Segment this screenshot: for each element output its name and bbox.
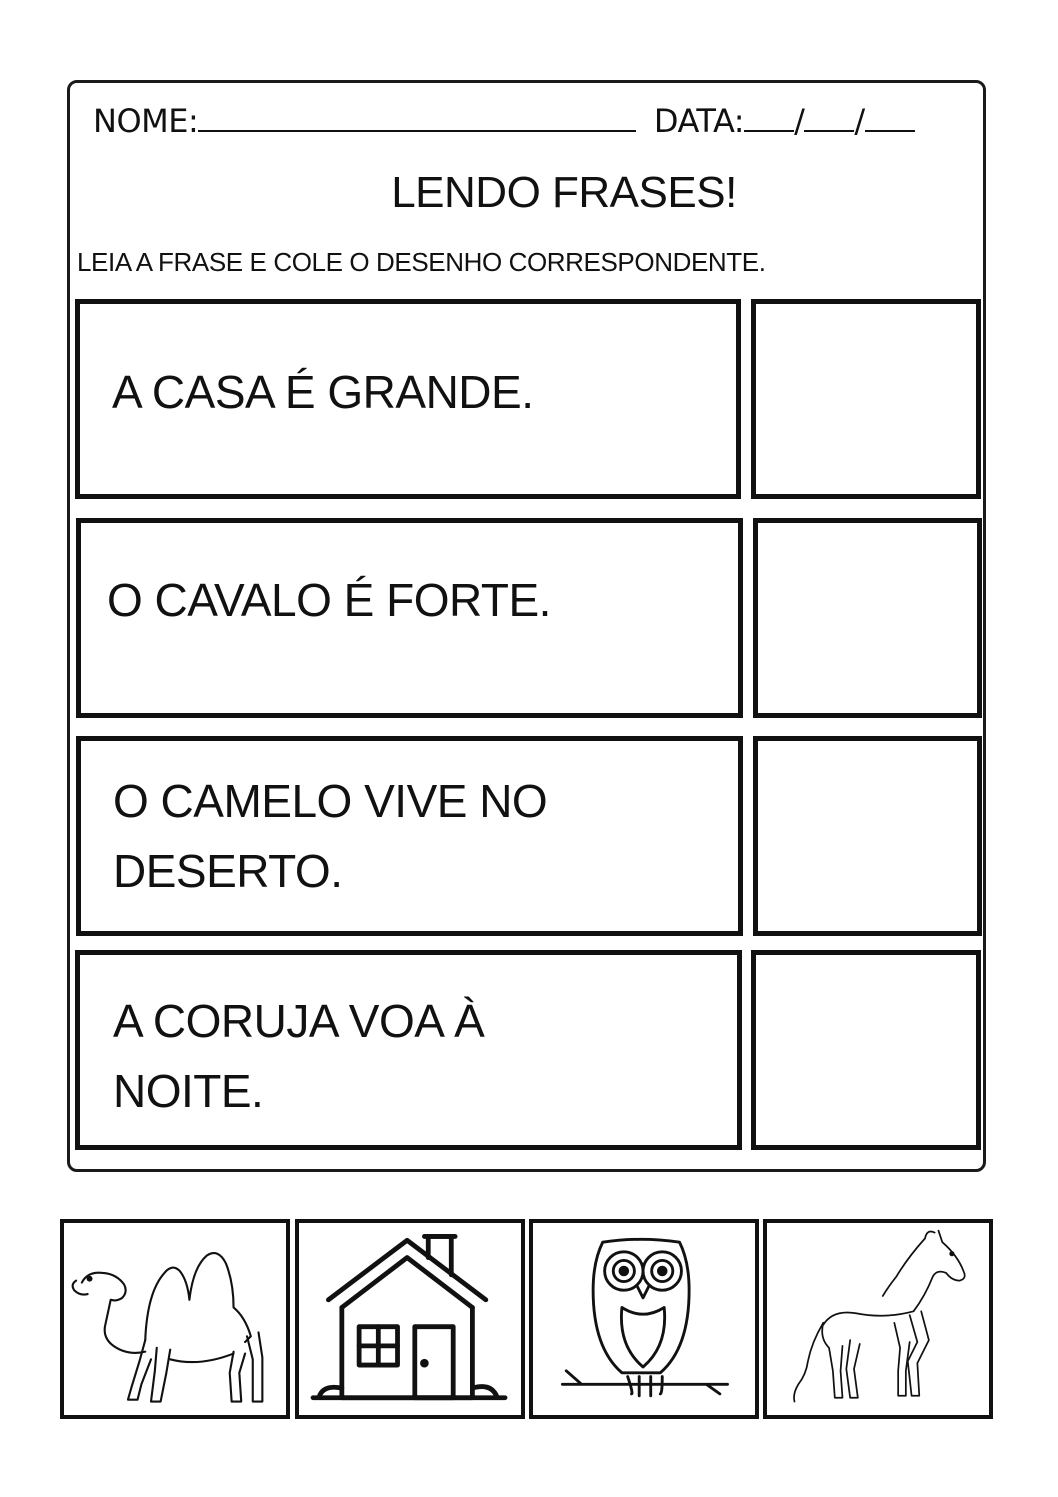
horse-icon — [767, 1223, 989, 1415]
instruction-text: LEIA A FRASE E COLE O DESENHO CORRESPONDENTE. — [77, 247, 766, 277]
owl-card[interactable] — [529, 1219, 759, 1419]
page-title: LENDO FRASES! — [391, 168, 737, 217]
date-separator: / — [794, 102, 805, 140]
date-year-blank[interactable] — [865, 100, 915, 132]
name-date-line — [93, 100, 915, 140]
camel-card[interactable] — [60, 1219, 290, 1419]
date-day-blank[interactable] — [744, 100, 794, 132]
sentence-text: A CORUJA VOA À NOITE. — [113, 995, 485, 1117]
paste-box[interactable] — [751, 299, 981, 499]
name-label: NOME: — [93, 102, 199, 140]
house-card[interactable] — [295, 1219, 525, 1419]
name-blank[interactable] — [198, 100, 636, 132]
paste-box[interactable] — [751, 950, 981, 1150]
sentence-text: O CAMELO VIVE NO DESERTO. — [113, 775, 548, 897]
date-month-blank[interactable] — [804, 100, 854, 132]
date-separator: / — [854, 102, 865, 140]
house-icon — [299, 1223, 521, 1415]
owl-icon — [533, 1223, 755, 1415]
paste-box[interactable] — [753, 518, 982, 718]
date-label: DATA: — [653, 102, 745, 140]
sentence-text: O CAVALO É FORTE. — [107, 574, 551, 626]
horse-card[interactable] — [763, 1219, 993, 1419]
paste-box[interactable] — [753, 736, 982, 936]
sentence-text: A CASA É GRANDE. — [112, 366, 534, 418]
camel-icon — [64, 1223, 286, 1415]
